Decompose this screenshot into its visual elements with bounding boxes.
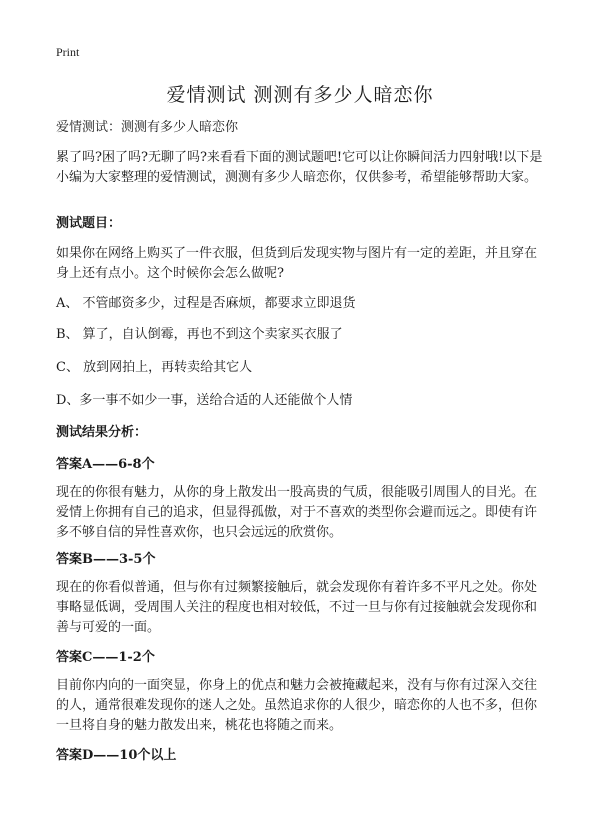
page-title: 爱情测试 测测有多少人暗恋你	[166, 84, 434, 106]
intro-paragraph: 累了吗?困了吗?无聊了吗?来看看下面的测试题吧!它可以让你瞬间活力四射哦!以下是小编为大家整理的爱情测试，测测有多少人暗恋你，仅供参考，希望能够帮助大家。	[56, 150, 543, 185]
answer-c-heading: 答案C——1-2个	[56, 650, 155, 665]
answer-a-text: 现在的你很有魅力，从你的身上散发出一股高贵的气质，很能吸引周围人的目光。在爱情上你拥有自己的追求，但显得孤傲，对于不喜欢的类型你会避而远之。即使有许多不够自信的异性喜欢你，也只会远远的欣赏你。	[56, 485, 538, 540]
answer-b-heading: 答案B——3-5个	[56, 552, 156, 567]
option-d: D、多一事不如少一事，送给合适的人还能做个人情	[56, 393, 353, 408]
answer-d-heading: 答案D——10个以上	[56, 748, 177, 763]
question-text: 如果你在网络上购买了一件衣服，但货到后发现实物与图片有一定的差距，并且穿在身上还有点小。这个时候你会怎么做呢?	[56, 246, 538, 281]
result-heading: 测试结果分析：	[56, 425, 148, 440]
option-a: A、 不管邮资多少，过程是否麻烦，都要求立即退货	[56, 296, 356, 311]
answer-a-heading: 答案A——6-8个	[56, 457, 155, 472]
question-heading: 测试题目：	[56, 216, 122, 231]
option-b: B、 算了，自认倒霉，再也不到这个卖家买衣服了	[56, 327, 343, 342]
subtitle: 爱情测试：测测有多少人暗恋你	[56, 120, 239, 135]
answer-b-text: 现在的你看似普通，但与你有过频繁接触后，就会发现你有着许多不平凡之处。你处事略显低调，受周围人关注的程度也相对较低，不过一旦与你有过接触就会发现你和善与可爱的一面。	[56, 580, 538, 635]
print-label: Print	[56, 45, 80, 59]
option-c: C、 放到网拍上，再转卖给其它人	[56, 360, 253, 375]
answer-c-text: 目前你内向的一面突显，你身上的优点和魅力会被掩藏起来，没有与你有过深入交往的人，通常很难发现你的迷人之处。虽然追求你的人很少，暗恋你的人也不多，但你一旦将自身的魅力散发出来，桃花也将随之而来。	[56, 678, 538, 733]
